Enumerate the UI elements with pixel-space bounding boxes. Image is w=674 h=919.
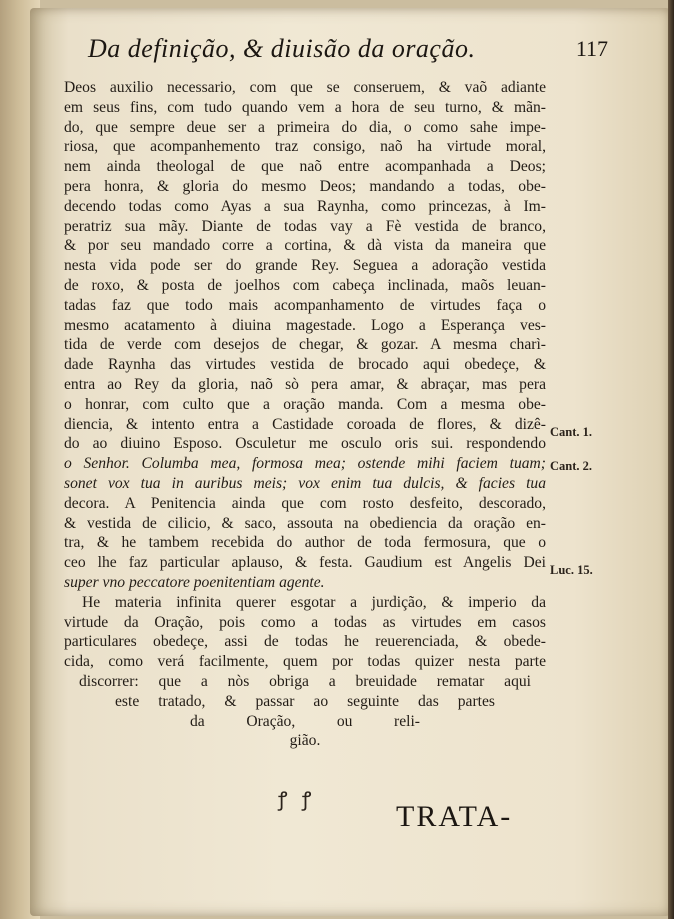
text-line: dade Raynha das virtudes vestida de brocado aqui obedeçe, & (64, 356, 546, 374)
text-line: do ao diuino Esposo. Osculetur me osculo oris sui. respondendo (64, 435, 546, 453)
text-line: da Oração, ou reli- (190, 712, 420, 730)
text-line: & vestida de cilicio, & saco, assouta na obediencia da oração en- (64, 514, 546, 532)
text-line: virtude da Oração, pois como a todas as virtudes em casos (64, 613, 546, 631)
text-line: gião. (289, 732, 321, 750)
text-line: He materia infinita querer esgotar a jurdição, & imperio da (82, 593, 546, 611)
text-line: discorrer: que a nòs obriga a breuidade rematar aqui (79, 672, 531, 690)
text-line: nem ainda theologal de que naõ entre acompanhada a Deos; (64, 158, 546, 176)
text-line: riosa, que acompanhemento traz consigo, naõ ha virtude moral, (64, 138, 546, 156)
text-line: em seus fins, com tudo quando vem a hora de seu turno, & mãn- (64, 98, 546, 116)
margin-note: Cant. 1. (550, 425, 593, 439)
text-line: este tratado, & passar ao seguinte das partes (115, 692, 495, 710)
ornament: ꝭ ꝭ (278, 787, 316, 811)
text-line-latin: sonet vox tua in auribus meis; vox enim tua dulcis, & facies tua (64, 474, 546, 492)
text-line: particulares obedeçe, assi de todas he reuerenciada, & obede- (64, 633, 546, 651)
text-line: Deos auxilio necessario, com que se conseruem, & vaõ adiante (64, 79, 546, 96)
page-header (88, 34, 608, 70)
text-line: o honrar, com culto que a oração manda. Com a mesma obe- (64, 395, 546, 413)
text-line: cida, como verá facilmente, quem por todas quizer nesta parte (64, 653, 546, 671)
text-line: tra, & he tambem recebida do author de toda fermosura, que o (64, 534, 546, 552)
text-line: nesta vida pode ser do grande Rey. Seguea a adoração vestida (64, 257, 546, 275)
text-line: peratriz sua mãy. Diante de todas vay a Fè vestida de branco, (64, 217, 546, 235)
text-line: diencia, & intento entra a Castidade coroada de flores, & dizê- (64, 415, 546, 433)
page-edge-shadow (668, 0, 674, 919)
page-number: 117 (575, 36, 608, 61)
text-line: entra ao Rey da gloria, naõ sò pera amar, & abraçar, mas pera (64, 375, 546, 393)
text-line: do, que sempre deue ser a primeira do dia, o como sahe impe- (64, 118, 546, 136)
text-line: decendo todas como Ayas a sua Raynha, como princezas, à Im- (64, 197, 546, 215)
text-line: de roxo, & posta de joelhos com cabeça inclinada, maõs leuan- (64, 276, 546, 294)
text-line: tida de verde com desejos de chegar, & gozar. A mesma charì- (64, 336, 546, 354)
catchword: TRATA- (396, 800, 513, 833)
margin-note: Luc. 15. (550, 563, 593, 577)
text-line: pera honra, & gloria do mesmo Deos; mandando a todas, obe- (64, 177, 546, 195)
margin-note: Cant. 2. (550, 459, 593, 473)
text-line: tadas faz que todo mais acompanhamento de virtudes faça o (64, 296, 546, 314)
text-line: & por seu mandado corre a cortina, & dà vista da maneira que (64, 237, 546, 255)
text-line-latin: o Senhor. Columba mea, formosa mea; ostende mihi faciem tuam; (64, 455, 546, 473)
text-line: mesmo acatamento à diuina magestade. Logo a Esperança ves- (64, 316, 546, 334)
text-line-latin: super vno peccatore poenitentiam agente. (64, 573, 325, 591)
text-line: ceo lhe faz particular aplauso, & festa. Gaudium est Angelis Dei (64, 554, 546, 572)
running-title: Da definição, & diuisão da oração. (88, 34, 476, 63)
text-line: decora. A Penitencia ainda que com rosto desfeito, descorado, (64, 494, 546, 512)
body-text (64, 78, 546, 751)
